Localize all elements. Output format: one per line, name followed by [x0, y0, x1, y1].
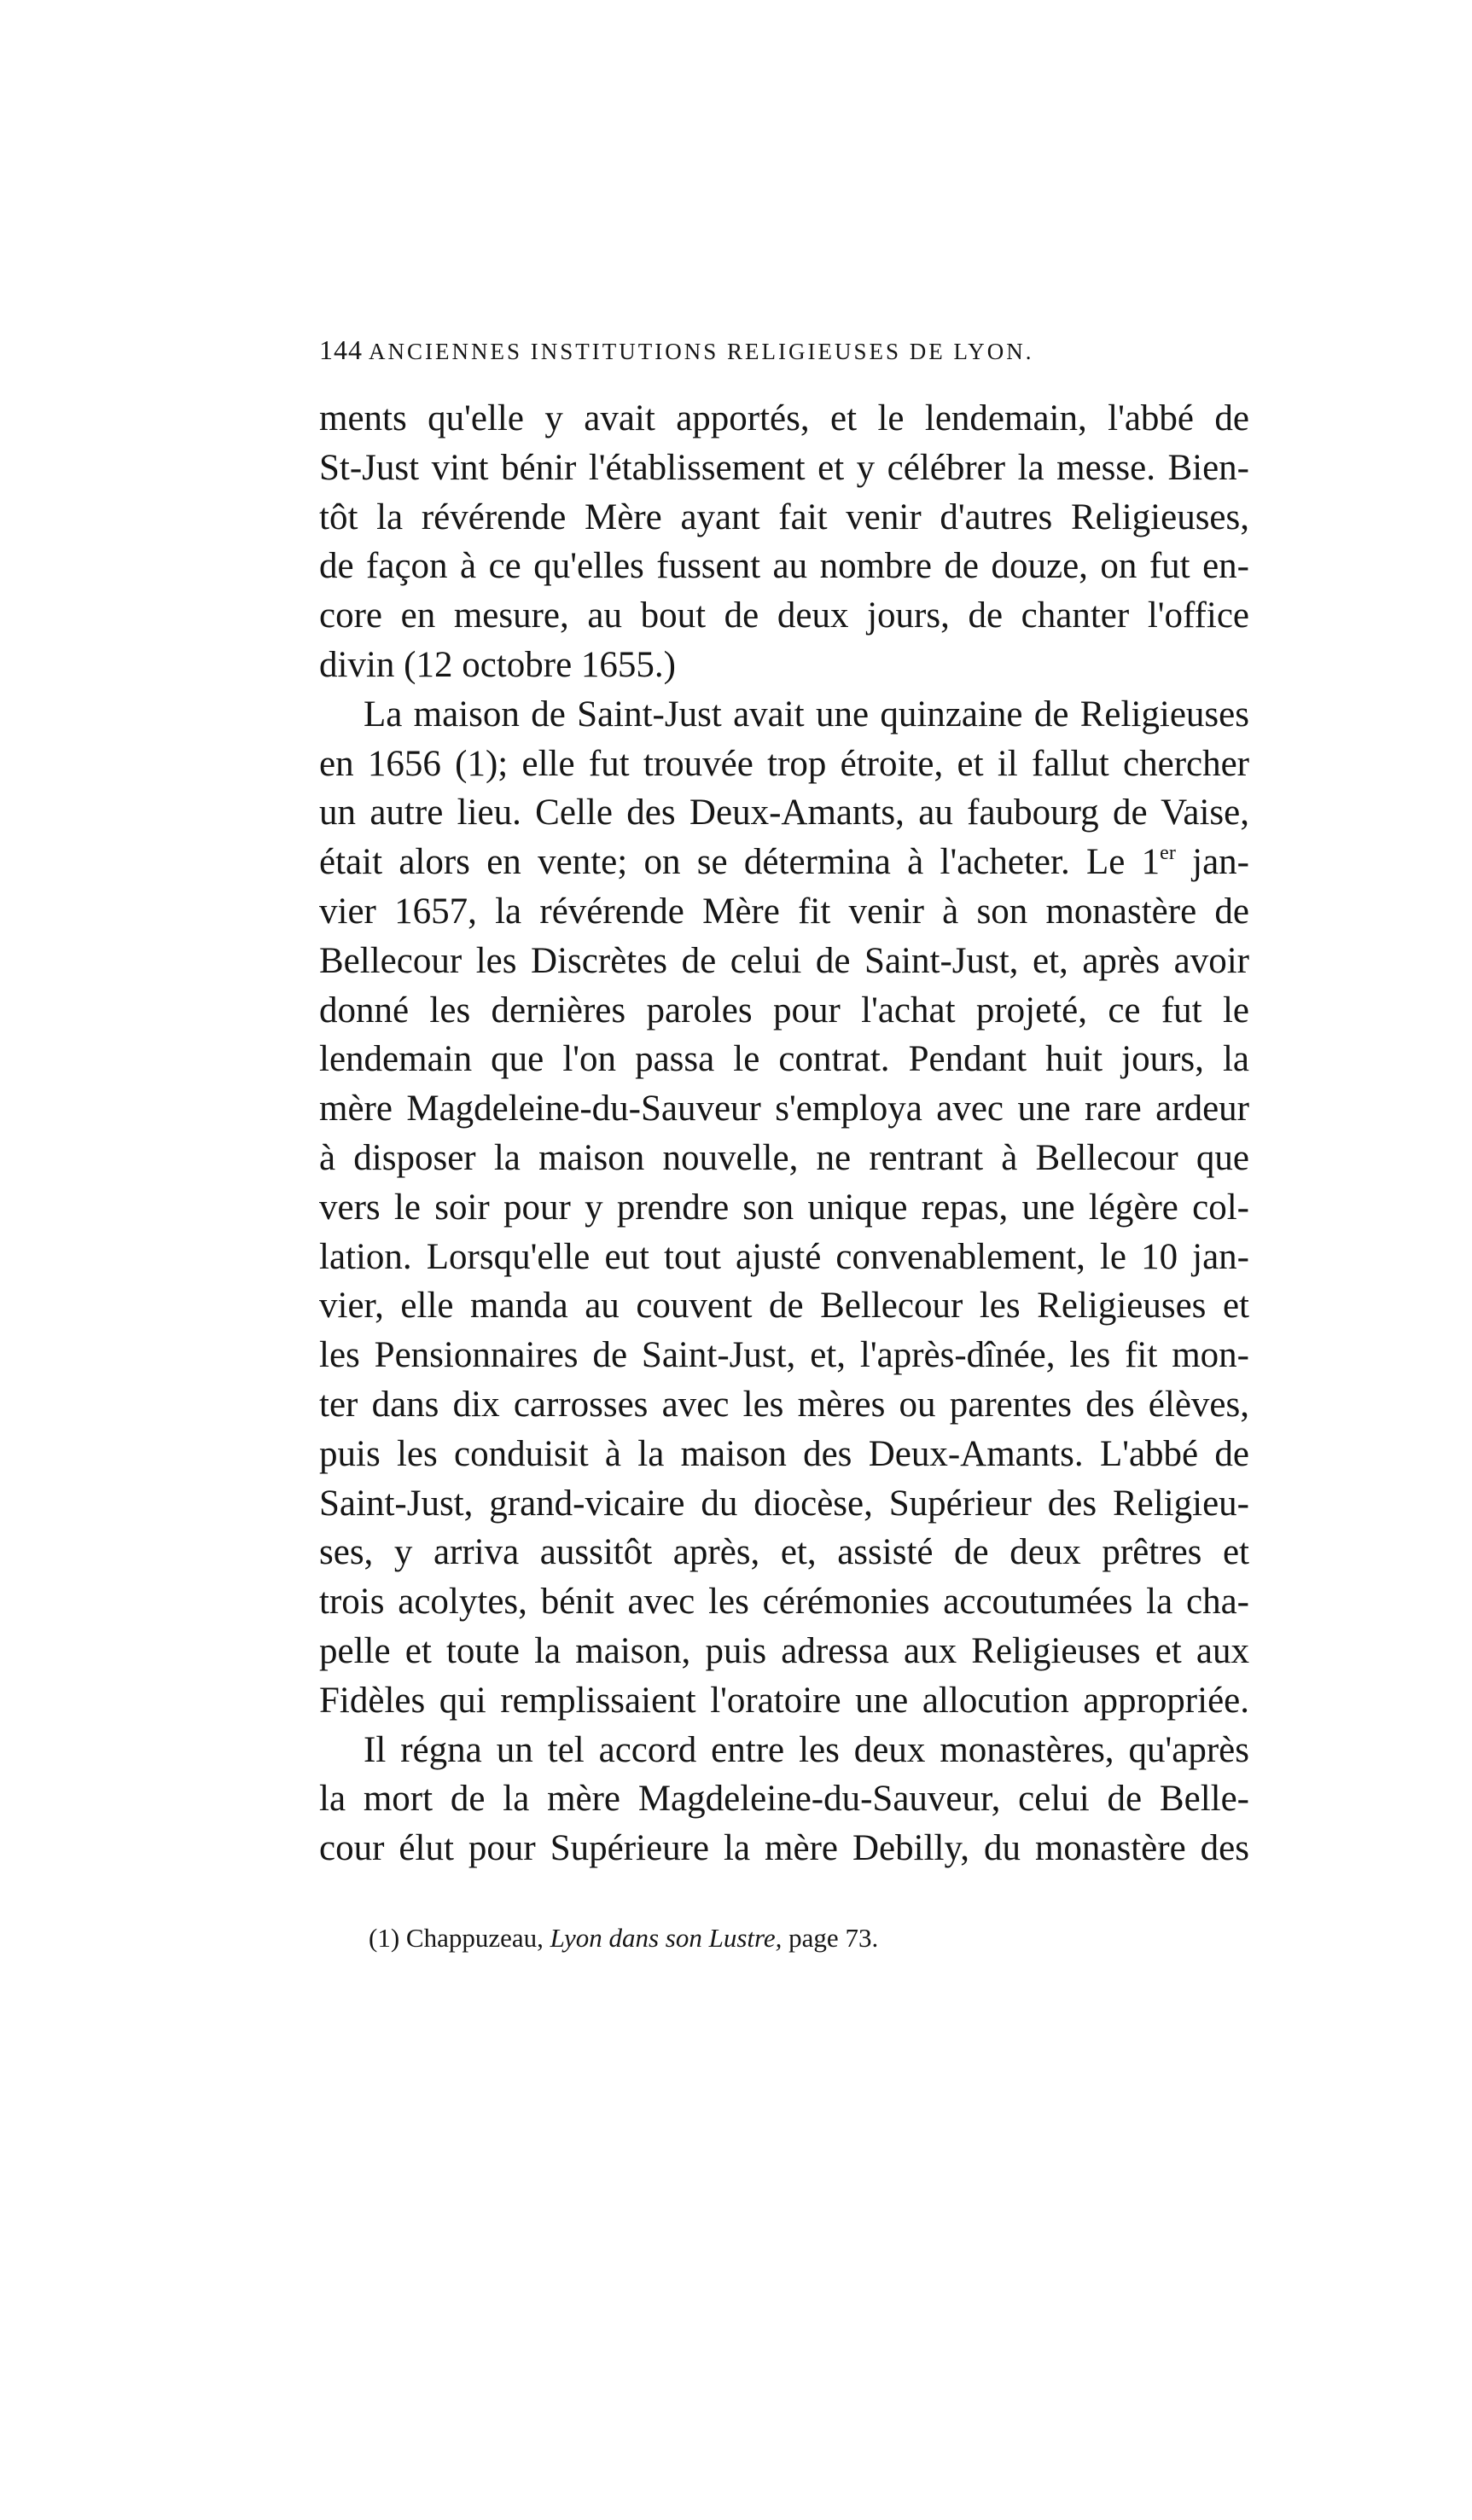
- text-line-with-sup: [319, 838, 1249, 887]
- text-line: Il régna un tel accord entre les deux monastères, qu'après: [364, 1729, 1249, 1770]
- running-head: [319, 334, 1172, 369]
- text-line: Fidèles qui remplissaient l'oratoire une allocution appropriée.: [319, 1680, 1249, 1721]
- footnote-work-title: Lyon dans son Lustre,: [550, 1923, 783, 1953]
- line-tail: jan-: [1175, 842, 1249, 883]
- footnote-author: Chappuzeau,: [405, 1923, 544, 1953]
- footnote-marker: (1): [369, 1923, 400, 1953]
- text-line: cour élut pour Supérieure la mère Debilly, du monastère des: [319, 1828, 1249, 1869]
- text-line: mère Magdeleine-du-Sauveur s'employa avec une rare ardeur: [319, 1089, 1249, 1129]
- line-text: était alors en vente; on se détermina à l'acheter. Le 1: [319, 842, 1161, 883]
- text-line: La maison de Saint-Just avait une quinzaine de Religieuses: [364, 694, 1249, 735]
- text-line: ter dans dix carrosses avec les mères ou parentes des élèves,: [319, 1384, 1249, 1425]
- text-line: Bellecour les Discrètes de celui de Saint-Just, et, après avoir: [319, 940, 1249, 981]
- superscript: er: [1160, 842, 1176, 865]
- text-line: trois acolytes, bénit avec les cérémonies accoutumées la cha-: [319, 1582, 1249, 1623]
- page-number: 144: [319, 334, 363, 365]
- text-line: pelle et toute la maison, puis adressa aux Religieuses et aux: [319, 1630, 1249, 1671]
- text-line: vier 1657, la révérende Mère fit venir à son monastère de: [319, 891, 1249, 932]
- text-line: tôt la révérende Mère ayant fait venir d'autres Religieuses,: [319, 496, 1249, 537]
- text-line: St-Just vint bénir l'établissement et y célébrer la messe. Bien-: [319, 447, 1249, 488]
- text-line: lendemain que l'on passa le contrat. Pendant huit jours, la: [319, 1039, 1249, 1080]
- footnote-page: page 73.: [788, 1923, 879, 1953]
- footnote: [369, 1921, 1137, 1955]
- text-line: vers le soir pour y prendre son unique repas, une légère col-: [319, 1187, 1249, 1228]
- text-line: Saint-Just, grand-vicaire du diocèse, Supérieur des Religieu-: [319, 1483, 1249, 1524]
- paragraph-1: [319, 394, 1249, 690]
- text-line: divin (12 octobre 1655.): [319, 644, 676, 685]
- text-line: de façon à ce qu'elles fussent au nombre de douze, on fut en-: [319, 546, 1249, 587]
- text-line: puis les conduisit à la maison des Deux-Amants. L'abbé de: [319, 1433, 1249, 1474]
- text-line: core en mesure, au bout de deux jours, de chanter l'office: [319, 595, 1249, 636]
- text-line: la mort de la mère Magdeleine-du-Sauveur, celui de Belle-: [319, 1779, 1249, 1820]
- text-line: en 1656 (1); elle fut trouvée trop étroite, et il fallut chercher: [319, 743, 1249, 784]
- paragraph-2: [319, 690, 1249, 1726]
- text-line: ments qu'elle y avait apportés, et le lendemain, l'abbé de: [319, 398, 1249, 438]
- text-line: un autre lieu. Celle des Deux-Amants, au faubourg de Vaise,: [319, 793, 1249, 833]
- text-line: les Pensionnaires de Saint-Just, et, l'après-dînée, les fit mon-: [319, 1335, 1249, 1376]
- running-title: ANCIENNES INSTITUTIONS RELIGIEUSES DE LYON.: [369, 339, 1034, 364]
- text-line: donné les dernières paroles pour l'achat projeté, ce fut le: [319, 990, 1249, 1031]
- text-line: vier, elle manda au couvent de Bellecour les Religieuses et: [319, 1286, 1249, 1327]
- text-line: ses, y arriva aussitôt après, et, assisté de deux prêtres et: [319, 1532, 1249, 1573]
- body-text: [319, 394, 1249, 1873]
- text-line: à disposer la maison nouvelle, ne rentrant à Bellecour que: [319, 1137, 1249, 1178]
- paragraph-3: [319, 1726, 1249, 1873]
- text-line: lation. Lorsqu'elle eut tout ajusté convenablement, le 10 jan-: [319, 1236, 1249, 1277]
